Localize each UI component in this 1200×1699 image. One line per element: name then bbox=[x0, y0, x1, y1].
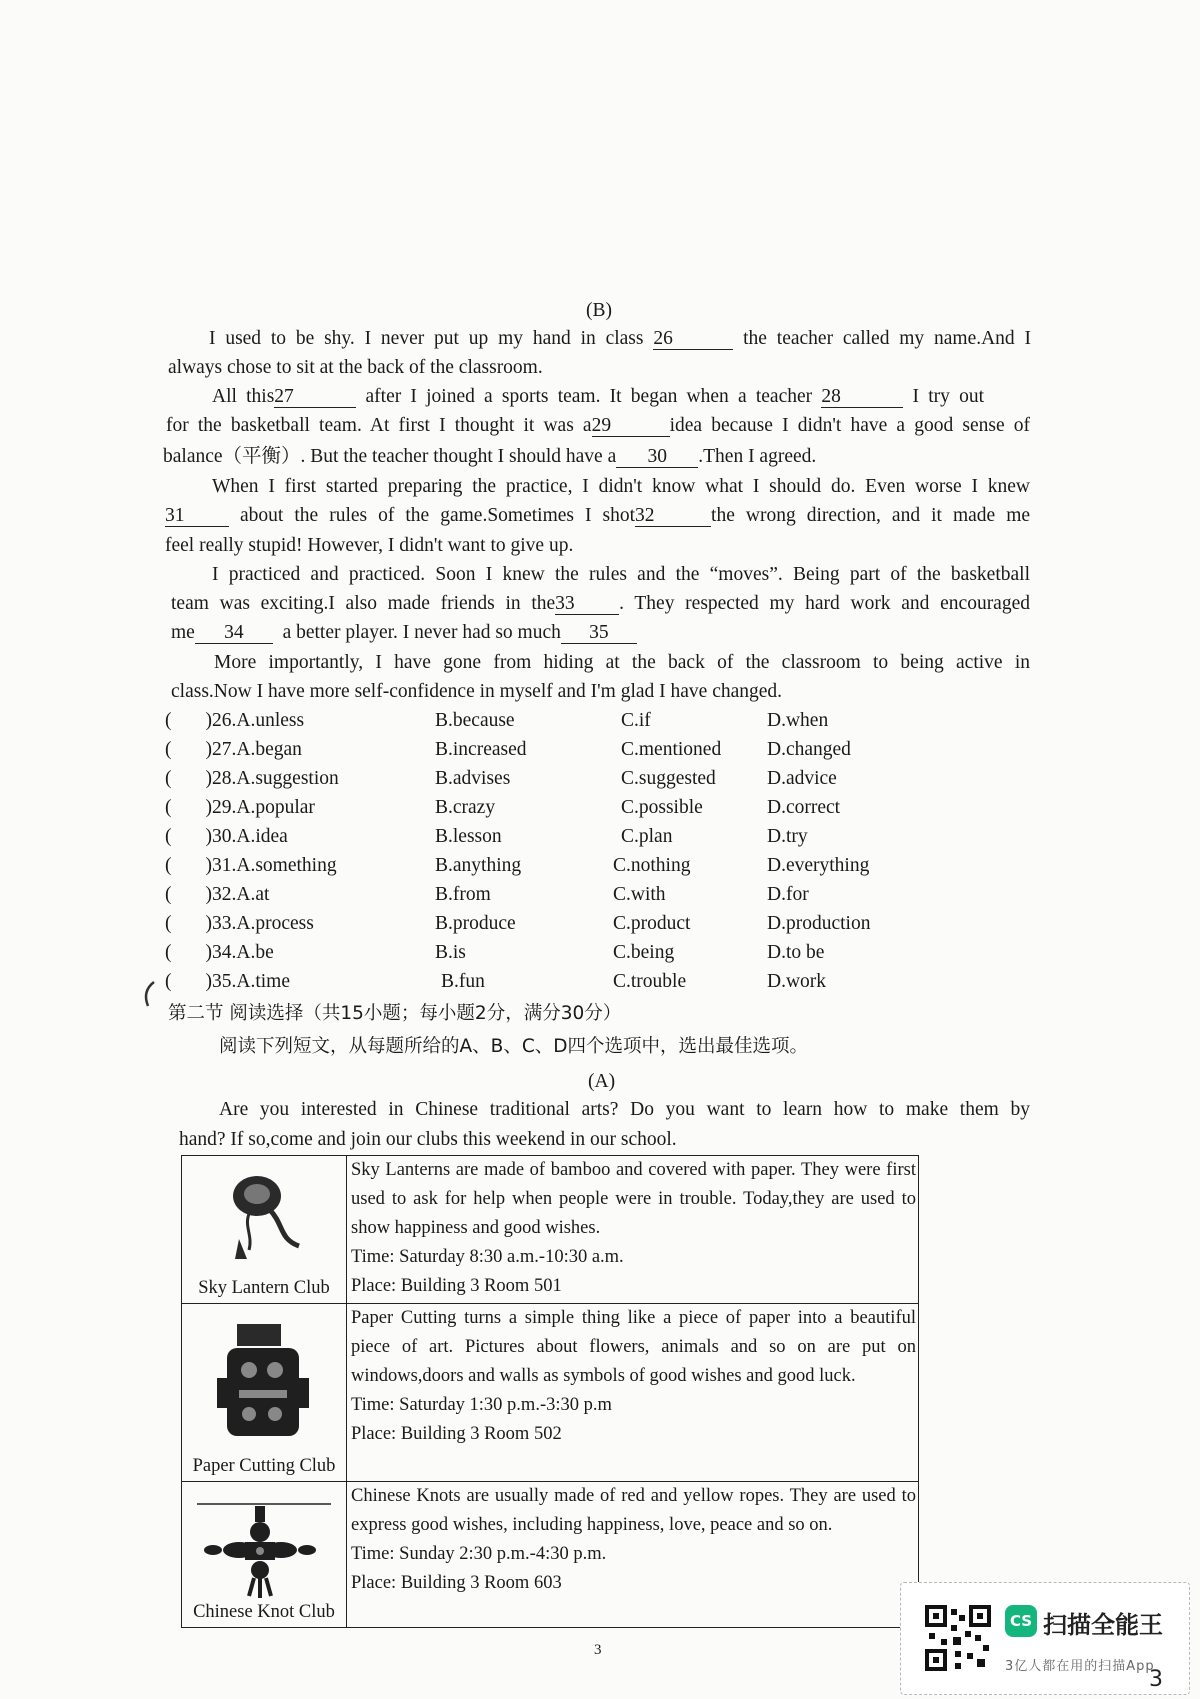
passage-b-line: class.Now I have more self-confidence in myself and I'm glad I have changed. bbox=[171, 681, 783, 702]
option-b: B.lesson bbox=[435, 826, 502, 847]
club-image-cell bbox=[182, 1482, 347, 1628]
club-place: Place: Building 3 Room 502 bbox=[351, 1424, 562, 1444]
club-description-cell bbox=[347, 1156, 919, 1304]
option-b: B.from bbox=[435, 884, 491, 905]
clubs-table bbox=[181, 1155, 919, 1628]
club-image-cell bbox=[182, 1304, 347, 1482]
blank-32: 32 bbox=[635, 506, 711, 527]
paper-cutting-image bbox=[209, 1318, 319, 1448]
option-row: ( )26.A.unless bbox=[165, 710, 305, 731]
section-2-heading: 第二节 阅读选择（共15小题；每小题2分，满分30分） bbox=[168, 1003, 622, 1024]
passage-b-line: 31 about the rules of the game.Sometimes I shot32 the wrong direction, and it made me bbox=[165, 505, 1031, 526]
passage-b-line: More importantly, I have gone from hiding at the back of the classroom to being active in bbox=[214, 652, 1030, 673]
option-b: B.because bbox=[435, 710, 515, 731]
passage-b-line: All this27 after I joined a sports team. It began when a teacher 28 I try out bbox=[212, 386, 985, 407]
scanner-app-name: 扫描全能王 bbox=[1043, 1611, 1163, 1639]
passage-b-line: me 34 a better player. I never had so much 35 bbox=[171, 623, 637, 644]
option-d: D.changed bbox=[767, 739, 851, 760]
option-row: ( )31.A.something bbox=[165, 855, 337, 876]
answer-bracket[interactable]: ( bbox=[165, 913, 172, 934]
qr-code-icon bbox=[925, 1605, 991, 1671]
option-c: C.nothing bbox=[613, 855, 691, 876]
blank-31: 31 bbox=[165, 506, 229, 527]
blank-35: 35 bbox=[561, 623, 637, 644]
blank-27: 27 bbox=[274, 387, 356, 408]
section-a-title: (A) bbox=[588, 1071, 616, 1092]
answer-bracket[interactable]: ( bbox=[165, 739, 172, 760]
option-c: C.being bbox=[613, 942, 675, 963]
club-row bbox=[182, 1482, 919, 1628]
option-c: C.mentioned bbox=[621, 739, 722, 760]
passage-b-line: When I first started preparing the practice, I didn't know what I should do. Even worse I knew bbox=[212, 476, 1030, 497]
camscanner-logo-icon: CS bbox=[1005, 1605, 1037, 1637]
option-d: D.production bbox=[767, 913, 871, 934]
club-name: Paper Cutting Club bbox=[192, 1456, 336, 1476]
option-d: D.correct bbox=[767, 797, 841, 818]
option-c: C.possible bbox=[621, 797, 703, 818]
passage-b-line: I used to be shy. I never put up my hand in class 26 the teacher called my name.And I bbox=[209, 328, 1031, 349]
blank-29: 29 bbox=[592, 416, 670, 437]
club-description: Paper Cutting turns a simple thing like a piece of paper into a beautiful piece of art. Pictures about flowers, animals and so on are put on windows,doors and walls as symbols of good wishes and good luck. bbox=[351, 1308, 916, 1386]
answer-bracket[interactable]: ( bbox=[165, 768, 172, 789]
passage-b-line: always chose to sit at the back of the classroom. bbox=[168, 357, 543, 378]
option-d: D.try bbox=[767, 826, 808, 847]
option-b: B.is bbox=[435, 942, 466, 963]
passage-b-line: feel really stupid! However, I didn't want to give up. bbox=[165, 535, 574, 556]
club-place: Place: Building 3 Room 501 bbox=[351, 1276, 562, 1296]
answer-bracket[interactable]: ( bbox=[165, 971, 172, 992]
option-b: B.advises bbox=[435, 768, 511, 789]
passage-b-line: team was exciting.I also made friends in the33 . They respected my hard work and encouraged bbox=[171, 593, 1030, 614]
answer-bracket[interactable]: ( bbox=[165, 855, 172, 876]
corner-page-number: 3 bbox=[1149, 1667, 1163, 1692]
option-b: B.produce bbox=[435, 913, 516, 934]
option-row: ( )33.A.process bbox=[165, 913, 314, 934]
section-b-title: (B) bbox=[586, 300, 612, 321]
sky-lantern-image bbox=[209, 1164, 319, 1274]
option-row: ( )32.A.at bbox=[165, 884, 270, 905]
answer-bracket[interactable]: ( bbox=[165, 826, 172, 847]
blank-26: 26 bbox=[653, 329, 733, 350]
answer-bracket[interactable]: ( bbox=[165, 884, 172, 905]
club-time: Time: Sunday 2:30 p.m.-4:30 p.m. bbox=[351, 1544, 607, 1564]
option-c: C.plan bbox=[621, 826, 673, 847]
option-b: B.increased bbox=[435, 739, 527, 760]
passage-a-intro: Are you interested in Chinese traditional arts? Do you want to learn how to make them by bbox=[219, 1099, 1030, 1120]
option-c: C.product bbox=[613, 913, 691, 934]
passage-b-line: balance（平衡）. But the teacher thought I should have a 30 .Then I agreed. bbox=[163, 446, 817, 467]
option-d: D.to be bbox=[767, 942, 825, 963]
club-description: Sky Lanterns are made of bamboo and covered with paper. They were first used to ask for help when people were in trouble. Today,they are used to show happiness and good wishes. bbox=[351, 1160, 916, 1238]
option-d: D.everything bbox=[767, 855, 870, 876]
scanner-tagline: 3亿人都在用的扫描App bbox=[1005, 1659, 1155, 1674]
answer-bracket[interactable]: ( bbox=[165, 710, 172, 731]
chinese-knot-image bbox=[189, 1492, 339, 1602]
option-c: C.if bbox=[621, 710, 651, 731]
option-c: C.suggested bbox=[621, 768, 716, 789]
club-time: Time: Saturday 1:30 p.m.-3:30 p.m bbox=[351, 1395, 612, 1415]
blank-33: 33 bbox=[555, 594, 619, 615]
option-b: B.crazy bbox=[435, 797, 496, 818]
club-place: Place: Building 3 Room 603 bbox=[351, 1573, 562, 1593]
option-b: B.fun bbox=[441, 971, 485, 992]
page-number: 3 bbox=[594, 1642, 602, 1658]
option-d: D.work bbox=[767, 971, 827, 992]
option-b: B.anything bbox=[435, 855, 522, 876]
option-row: ( )34.A.be bbox=[165, 942, 274, 963]
answer-bracket[interactable]: ( bbox=[165, 942, 172, 963]
club-description: Chinese Knots are usually made of red and yellow ropes. They are used to express good wishes, including happiness, love, peace and so on. bbox=[351, 1486, 916, 1535]
blank-34: 34 bbox=[195, 623, 273, 644]
option-row: ( )30.A.idea bbox=[165, 826, 288, 847]
option-row: ( )28.A.suggestion bbox=[165, 768, 339, 789]
passage-b-line: I practiced and practiced. Soon I knew the rules and the “moves”. Being part of the basketball bbox=[212, 564, 1030, 585]
option-d: D.advice bbox=[767, 768, 837, 789]
scanner-badge bbox=[900, 1582, 1190, 1695]
option-row: ( )35.A.time bbox=[165, 971, 290, 992]
club-description-cell bbox=[347, 1482, 919, 1628]
option-c: C.with bbox=[613, 884, 666, 905]
club-name: Chinese Knot Club bbox=[193, 1602, 335, 1622]
option-d: D.for bbox=[767, 884, 809, 905]
club-description-cell bbox=[347, 1304, 919, 1482]
club-row bbox=[182, 1156, 919, 1304]
passage-a-intro: hand? If so,come and join our clubs this weekend in our school. bbox=[179, 1129, 677, 1150]
blank-28: 28 bbox=[821, 387, 903, 408]
club-row bbox=[182, 1304, 919, 1482]
club-name: Sky Lantern Club bbox=[198, 1278, 330, 1298]
section-2-instruction: 阅读下列短文，从每题所给的A、B、C、D四个选项中，选出最佳选项。 bbox=[219, 1036, 809, 1057]
option-d: D.when bbox=[767, 710, 829, 731]
passage-b-line: for the basketball team. At first I thought it was a29 idea because I didn't have a good sense of bbox=[166, 415, 1030, 436]
club-image-cell bbox=[182, 1156, 347, 1304]
option-row: ( )27.A.began bbox=[165, 739, 302, 760]
pen-mark bbox=[140, 980, 160, 1010]
option-row: ( )29.A.popular bbox=[165, 797, 315, 818]
blank-30: 30 bbox=[616, 447, 698, 468]
answer-bracket[interactable]: ( bbox=[165, 797, 172, 818]
club-time: Time: Saturday 8:30 a.m.-10:30 a.m. bbox=[351, 1247, 624, 1267]
option-c: C.trouble bbox=[613, 971, 687, 992]
